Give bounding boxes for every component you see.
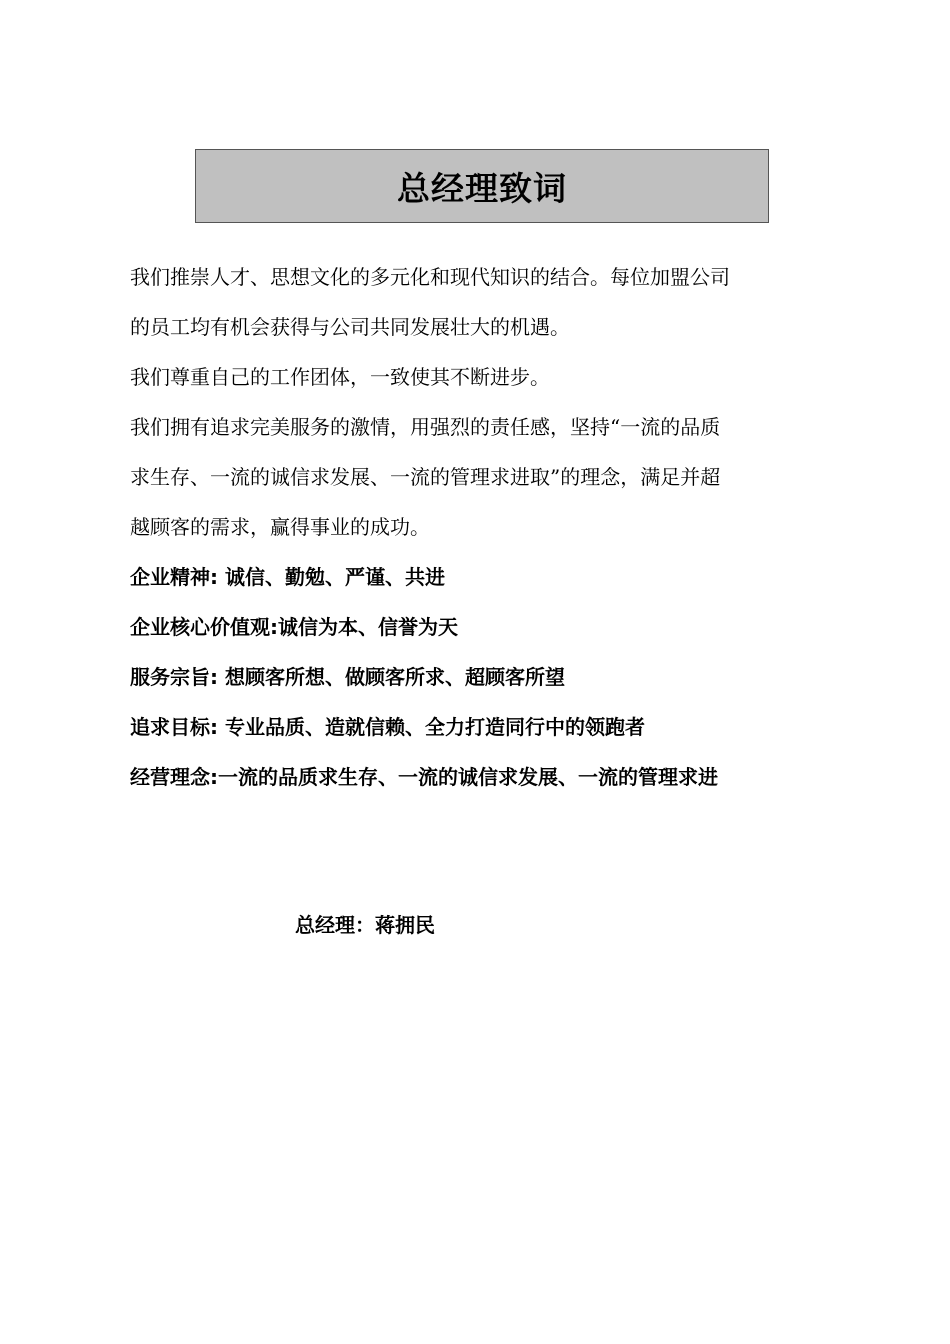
value-business-philosophy: 经营理念:一流的品质求生存、一流的诚信求发展、一流的管理求进 (130, 765, 718, 789)
value-service-purpose: 服务宗旨: 想顾客所想、做顾客所求、超顾客所望 (130, 665, 565, 689)
paragraph-line: 我们拥有追求完美服务的激情，用强烈的责任感，坚持“一流的品质 (130, 415, 721, 439)
signature: 总经理：蒋拥民 (295, 913, 435, 937)
paragraph-line: 求生存、一流的诚信求发展、一流的管理求进取”的理念，满足并超 (130, 465, 721, 489)
value-enterprise-spirit: 企业精神: 诚信、勤勉、严谨、共进 (130, 565, 445, 589)
paragraph-line: 越顾客的需求，赢得事业的成功。 (130, 515, 430, 539)
paragraph-line: 我们推崇人才、思想文化的多元化和现代知识的结合。每位加盟公司 (130, 265, 730, 289)
value-core-values: 企业核心价值观:诚信为本、信誉为天 (130, 615, 458, 639)
paragraph-line: 我们尊重自己的工作团体，一致使其不断进步。 (130, 365, 550, 389)
title-banner (195, 149, 769, 223)
page-title: 总经理致词 (397, 168, 567, 208)
document-body (130, 252, 820, 802)
paragraph-line: 的员工均有机会获得与公司共同发展壮大的机遇。 (130, 315, 570, 339)
value-pursuit-goal: 追求目标: 专业品质、造就信赖、全力打造同行中的领跑者 (130, 715, 645, 739)
